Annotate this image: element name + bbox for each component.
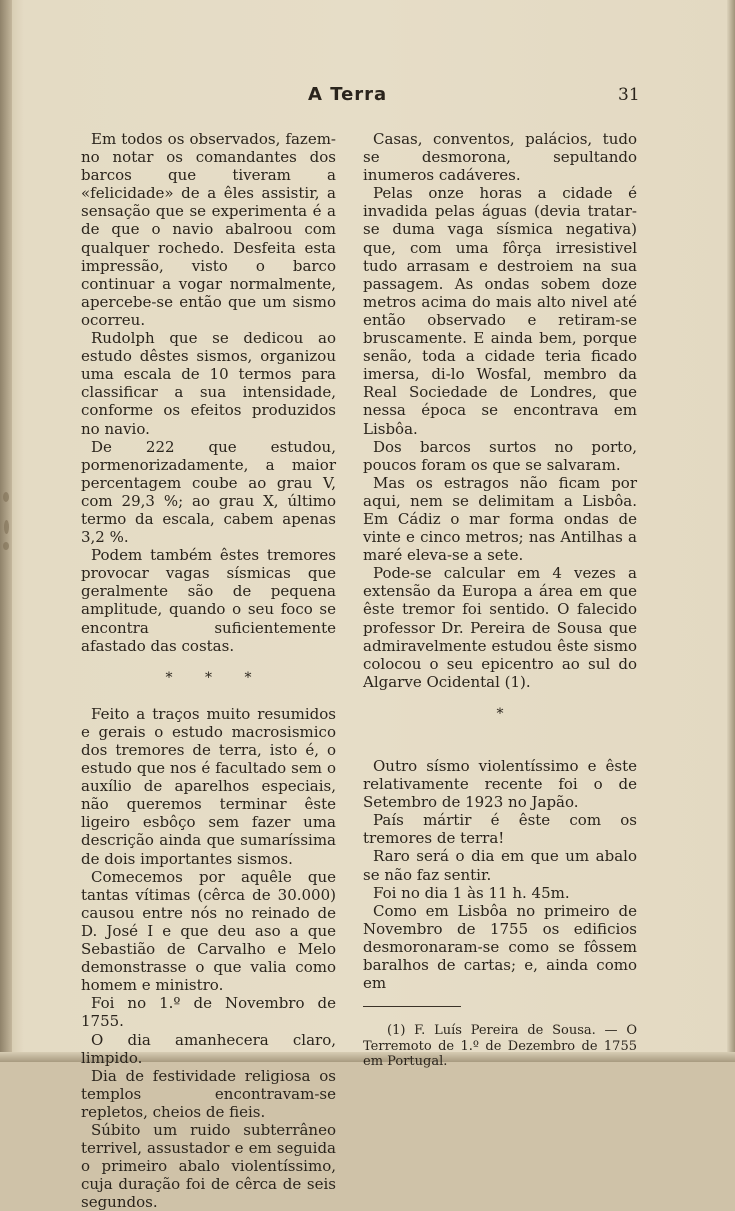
paragraph: Podem também êstes tremores provocar vagas sísmicas que geralmente são de pequena amplitude, quando o seu foco se encontra suficientemente afastado das costas. xyxy=(81,546,336,655)
right-column xyxy=(363,130,637,1070)
paragraph: País mártir é êste com os tremores de terra! xyxy=(363,811,637,848)
running-title: A Terra xyxy=(308,84,388,105)
paragraph: Casas, conventos, palácios, tudo se desmorona, sepultando inumeros cadáveres. xyxy=(363,130,637,185)
paragraph: Pode-se calcular em 4 vezes a extensão da Europa a área em que êste tremor foi sentido. O falecido professor Dr. Pereira de Sousa que admiravelmente estudou êste sismo colocou o seu epicentro ao sul do Algarve Ocidental (1). xyxy=(363,564,637,691)
binding-stain-2 xyxy=(4,520,9,534)
paragraph: Dia de festividade religiosa os templos encontravam-se repletos, cheios de fieis. xyxy=(81,1066,336,1121)
section-separator: * * * xyxy=(165,669,266,686)
paragraph: Súbito um ruido subterrâneo terrivel, assustador e em seguida o primeiro abalo violentíssimo, cuja duração foi de cêrca de seis segundos. xyxy=(81,1120,336,1211)
footnote-rule xyxy=(363,1006,461,1007)
paragraph: Feito a traços muito resumidos e gerais o estudo macrosismico dos tremores de terra, isto é, o estudo que nos é facultado sem o auxílio de aparelhos especiais, não queremos terminar êste ligeiro esbôço sem fazer uma descrição ainda que sumaríssima de dois importantes sismos. xyxy=(81,704,336,868)
paragraph: Foi no dia 1 às 11 h. 45m. xyxy=(373,883,570,902)
page-number: 31 xyxy=(618,85,640,105)
paragraph: O dia amanhecera claro, limpido. xyxy=(81,1030,336,1067)
paragraph: Comecemos por aquêle que tantas vítimas (cêrca de 30.000) causou entre nós no reinado de D. José I e que deu aso a que Sebastião de Carvalho e Melo demonstrasse o que valia como homem e ministro. xyxy=(81,867,336,995)
page-edge-right xyxy=(727,0,735,1062)
paragraph: De 222 que estudou, pormenorizadamente, a maior percentagem coube ao grau V, com 29,3 %; ao grau X, último termo da escala, cabem apenas 3,2 %. xyxy=(81,437,336,547)
paragraph: Dos barcos surtos no porto, poucos foram os que se salvaram. xyxy=(363,437,637,474)
paragraph: Raro será o dia em que um abalo se não faz sentir. xyxy=(363,847,637,884)
footnote: (1) F. Luís Pereira de Sousa. — O Terremoto de 1.º de Dezembro de 1755 em Portugal. xyxy=(363,1023,637,1070)
section-separator: * xyxy=(496,705,504,722)
binding-stain-3 xyxy=(3,542,9,550)
paragraph: Mas os estragos não ficam por aqui, nem se delimitam a Lisbôa. Em Cádiz o mar forma ondas de vinte e cinco metros; nas Antilhas a maré eleva-se a sete. xyxy=(363,473,637,565)
binding-stain-1 xyxy=(3,492,9,502)
paragraph: Outro sísmo violentíssimo e êste relativamente recente foi o de Setembro de 1923 no Japão. xyxy=(363,757,637,812)
paragraph: Pelas onze horas a cidade é invadida pelas águas (devia tratar-se duma vaga sísmica negativa) que, com uma fôrça irresistivel tudo arrasam e destroiem na sua passagem. As ondas sobem doze metros acima do mais alto nivel até então observado e retiram-se bruscamente. E ainda bem, porque senão, toda a cidade teria ficado imersa, di-lo Wosfal, membro da Real Sociedade de Londres, que nessa época se encontrava em Lisbôa. xyxy=(363,184,637,438)
paragraph: Rudolph que se dedicou ao estudo dêstes sismos, organizou uma escala de 10 termos para classificar a sua intensidade, conforme os efeitos produzidos no navio. xyxy=(81,329,336,438)
paragraph: Em todos os observados, fazem-no notar os comandantes dos barcos que tiveram a «felicidade» de a êles assistir, a sensação que se experimenta é a de que o navio abalroou com qualquer rochedo. Desfeita esta impressão, visto o barco continuar a vogar normalmente, apercebe-se então que um sismo ocorreu. xyxy=(81,130,336,329)
running-head xyxy=(0,84,735,110)
left-column xyxy=(81,130,336,1211)
paragraph: Como em Lisbôa no primeiro de Novembro de 1755 os edificios desmoronaram-se como se fôssem baralhos de cartas; e, ainda como em xyxy=(363,901,637,993)
paragraph: Foi no 1.º de Novembro de 1755. xyxy=(81,994,336,1031)
